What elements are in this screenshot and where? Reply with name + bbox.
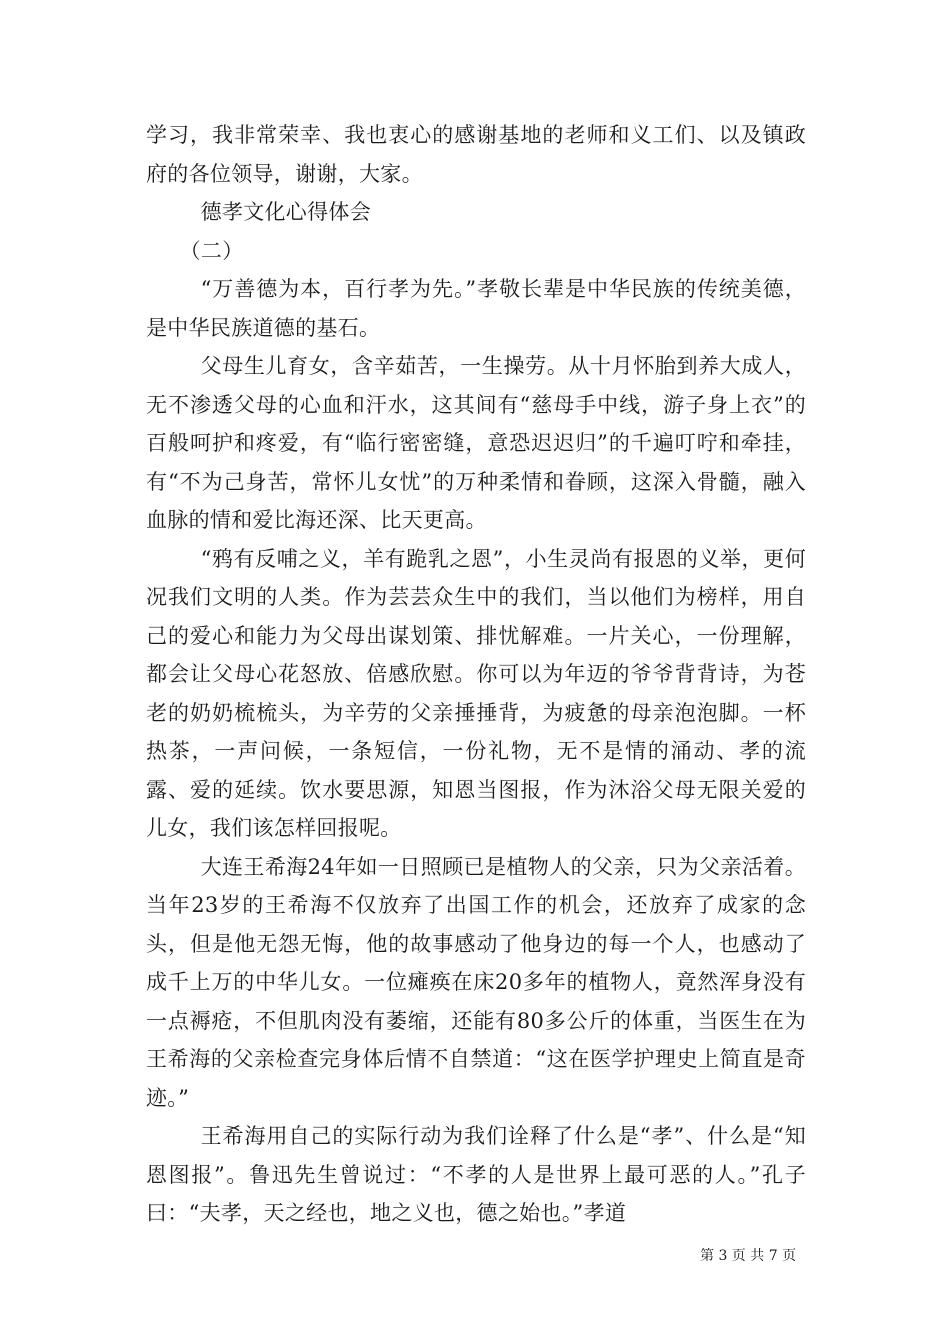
- paragraph-filial-piety: 王希海用自己的实际行动为我们诠释了什么是“孝”、什么是“知恩图报”。鲁迅先生曾说过：“不孝的人是世界上最可恶的人。”孔子曰：“夫孝，天之经也，地之义也，德之始也。”孝道: [146, 1124, 806, 1225]
- paragraph-continuation: 学习，我非常荣幸、我也衷心的感谢基地的老师和义工们、以及镇政府的各位领导，谢谢，大家。: [146, 123, 806, 186]
- paragraph-intro: “万善德为本，百行孝为先。”孝敬长辈是中华民族的传统美德，是中华民族道德的基石。: [146, 277, 806, 340]
- paragraph-parents: 父母生儿育女，含辛茹苦，一生操劳。从十月怀胎到养大成人，无不渗透父母的心血和汗水，这其间有“慈母手中线，游子身上衣”的百般呵护和疼爱，有“临行密密缝，意恐迟迟归”的千遍叮咛和牵挂，有“不为己身苦，常怀儿女忧”的万种柔情和眷顾，这深入骨髓，融入血脉的情和爱比海还深、比天更高。: [146, 354, 806, 532]
- document-body: [146, 116, 806, 1233]
- paragraph-gratitude: “鸦有反哺之义，羊有跪乳之恩”，小生灵尚有报恩的义举，更何况我们文明的人类。作为芸芸众生中的我们，当以他们为榜样，用自己的爱心和能力为父母出谋划策、排忧解难。一片关心，一份理解，都会让父母心花怒放、倍感欣慰。你可以为年迈的爷爷背背诗，为苍老的奶奶梳梳头，为辛劳的父亲捶捶背，为疲惫的母亲泡泡脚。一杯热茶，一声问候，一条短信，一份礼物，无不是情的涌动、孝的流露、爱的延续。饮水要思源，知恩当图报，作为沐浴父母无限关爱的儿女，我们该怎样回报呢。: [146, 546, 806, 840]
- section-number: （二）: [179, 238, 244, 263]
- section-title: 德孝文化心得体会: [200, 200, 371, 224]
- paragraph-wang-xihai: 大连王希海24年如一日照顾已是植物人的父亲，只为父亲活着。当年23岁的王希海不仅放弃了出国工作的机会，还放弃了成家的念头，但是他无怨无悔，他的故事感动了他身边的每一个人，也感动了成千上万的中华儿女。一位瘫痪在床20多年的植物人，竟然浑身没有一点褥疮，不但肌肉没有萎缩，还能有80多公斤的体重，当医生在为王希海的父亲检查完身体后情不自禁道：“这在医学护理史上简直是奇迹。”: [146, 854, 806, 1110]
- page-number-footer: 第 3 页 共 7 页: [700, 1248, 797, 1264]
